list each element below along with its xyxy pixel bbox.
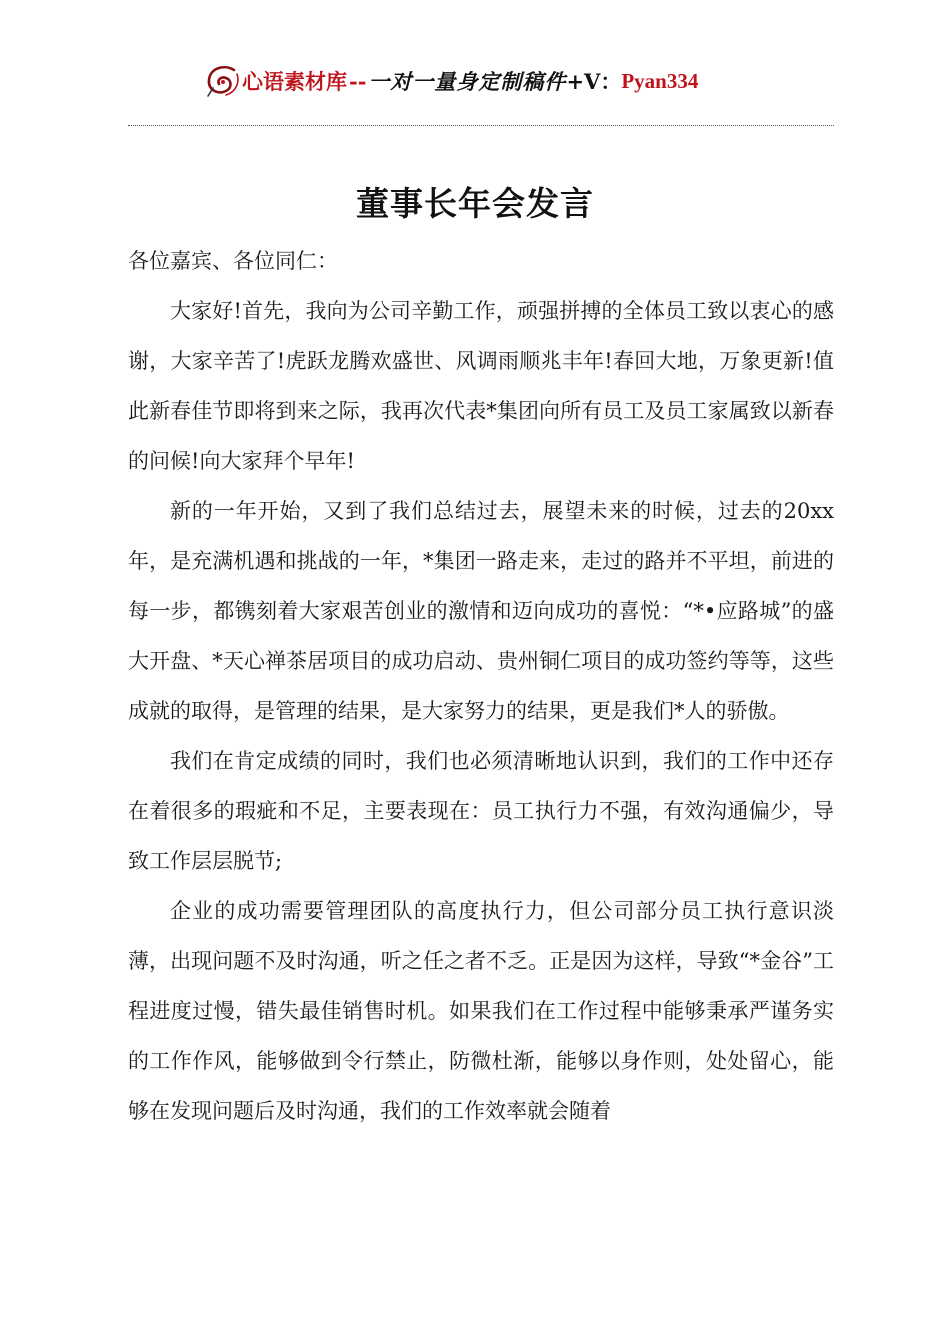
paragraph-2: 新的一年开始，又到了我们总结过去，展望未来的时候，过去的20xx年，是充满机遇和挑战的一年，*集团一路走来，走过的路并不平坦，前进的每一步，都镌刻着大家艰苦创业的激情和迈向成功的喜悦：“*•应路城”的盛大开盘、*天心禅茶居项目的成功启动、贵州铜仁项目的成功签约等等，这些成就的取得，是管理的结果，是大家努力的结果，更是我们*人的骄傲。 <box>128 499 834 723</box>
page-header <box>128 56 834 126</box>
document-title: 董事长年会发言 <box>356 184 594 223</box>
header-tagline: 一对一量身定制稿件 <box>368 69 567 94</box>
salutation: 各位嘉宾、各位同仁： <box>128 249 338 273</box>
contact-id: Pyan334 <box>621 68 699 93</box>
contact-label: +V： <box>566 69 622 94</box>
swirl-logo-icon <box>204 64 242 98</box>
paragraph-4: 企业的成功需要管理团队的高度执行力，但公司部分员工执行意识淡薄，出现问题不及时沟通，听之任之者不乏。正是因为这样，导致“*金谷”工程进度过慢，错失最佳销售时机。如果我们在工作过程中能够秉承严谨务实的工作作风，能够做到令行禁止，防微杜渐，能够以身作则，处处留心，能够在发现问题后及时沟通，我们的工作效率就会随着 <box>128 899 834 1123</box>
brand-name: 心语素材库 <box>242 69 347 94</box>
header-banner <box>204 64 698 98</box>
header-divider <box>128 125 834 126</box>
paragraph-3: 我们在肯定成绩的同时，我们也必须清晰地认识到，我们的工作中还存在着很多的瑕疵和不足，主要表现在：员工执行力不强，有效沟通偏少，导致工作层层脱节; <box>128 749 834 873</box>
header-separator: -- <box>349 68 367 94</box>
document-body <box>128 236 834 1136</box>
paragraph-1: 大家好!首先，我向为公司辛勤工作，顽强拼搏的全体员工致以衷心的感谢，大家辛苦了!虎跃龙腾欢盛世、风调雨顺兆丰年!春回大地，万象更新!值此新春佳节即将到来之际，我再次代表*集团向所有员工及员工家属致以新春的问候!向大家拜个早年! <box>128 299 834 473</box>
